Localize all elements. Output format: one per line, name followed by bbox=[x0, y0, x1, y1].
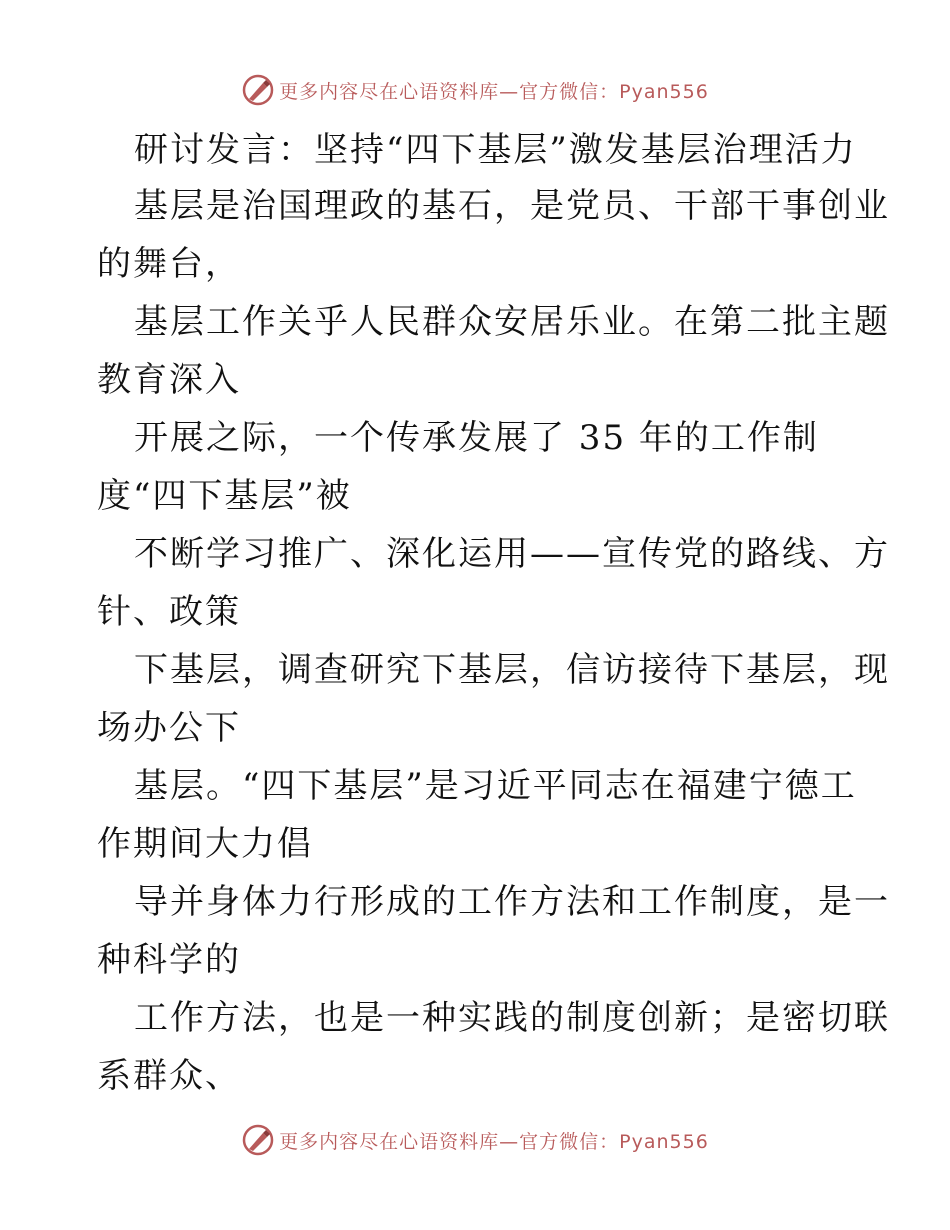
text-line: 基层工作关乎人民群众安居乐业。在第二批主题 bbox=[134, 302, 890, 342]
text-line: 针、政策 bbox=[97, 592, 241, 632]
footer-watermark bbox=[0, 1120, 950, 1160]
pen-logo-icon bbox=[241, 73, 275, 107]
text-line: 系群众、 bbox=[97, 1056, 241, 1096]
text-line: 下基层，调查研究下基层，信访接待下基层，现 bbox=[134, 650, 890, 690]
header-watermark bbox=[0, 70, 950, 110]
text-line: 工作方法，也是一种实践的制度创新；是密切联 bbox=[134, 998, 890, 1038]
text-line: 作期间大力倡 bbox=[97, 824, 313, 864]
text-line: 教育深入 bbox=[97, 360, 241, 400]
document-title: 研讨发言：坚持“四下基层”激发基层治理活力 bbox=[134, 130, 857, 170]
text-line: 不断学习推广、深化运用——宣传党的路线、方 bbox=[134, 534, 890, 574]
pen-logo-icon bbox=[241, 1123, 275, 1157]
text-line: 种科学的 bbox=[97, 940, 241, 980]
text-line: 基层。“四下基层”是习近平同志在福建宁德工 bbox=[134, 766, 857, 806]
watermark-text: 更多内容尽在心语资料库—官方微信：Pyan556 bbox=[279, 1130, 709, 1153]
text-line: 导并身体力行形成的工作方法和工作制度，是一 bbox=[134, 882, 890, 922]
text-line: 开展之际，一个传承发展了 35 年的工作制 bbox=[134, 418, 819, 458]
text-line: 基层是治国理政的基石，是党员、干部干事创业 bbox=[134, 186, 890, 226]
text-line: 的舞台， bbox=[97, 244, 241, 284]
text-line: 场办公下 bbox=[97, 708, 241, 748]
watermark-text: 更多内容尽在心语资料库—官方微信：Pyan556 bbox=[279, 80, 709, 103]
text-line: 度“四下基层”被 bbox=[97, 476, 352, 516]
